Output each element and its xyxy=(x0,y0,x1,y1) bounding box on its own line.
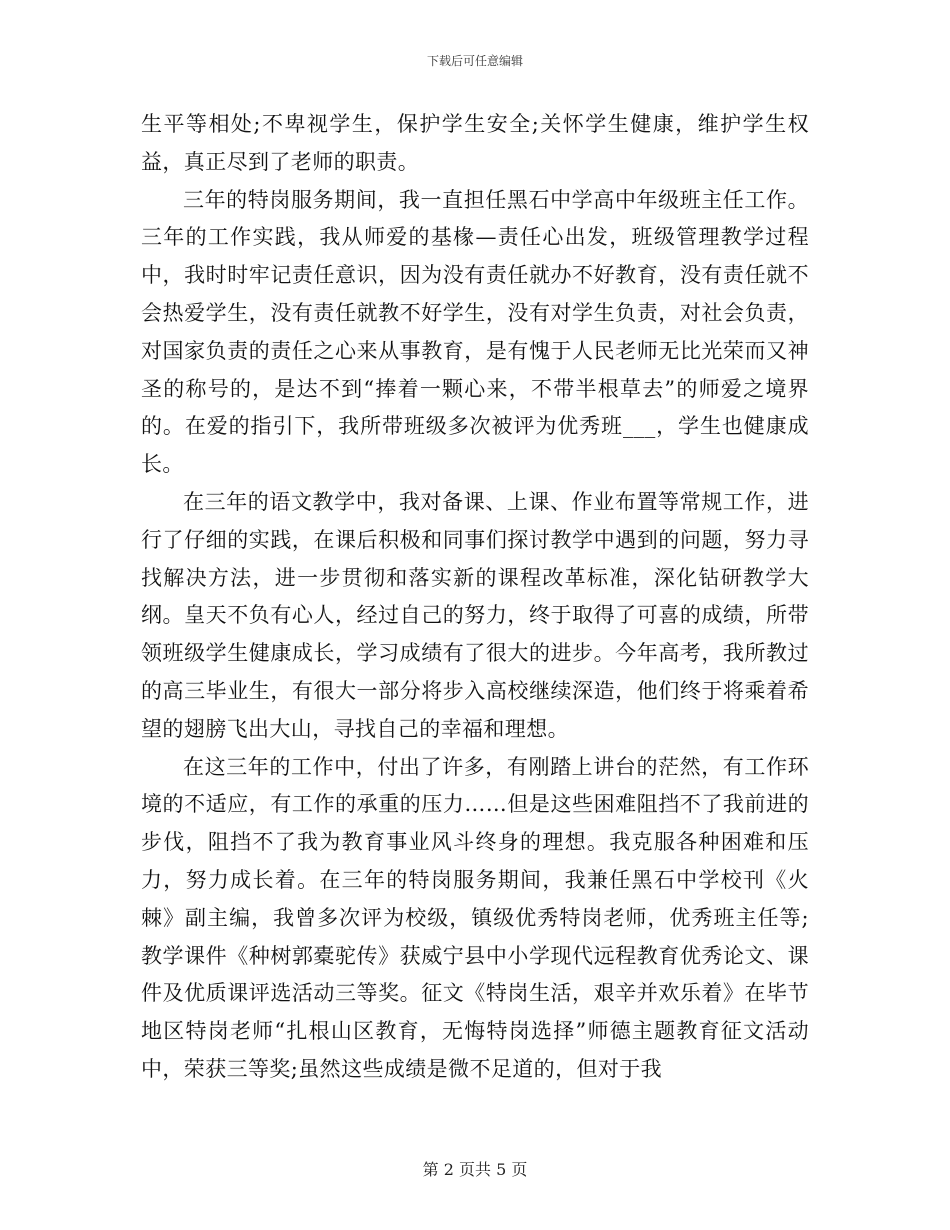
page-footer: 第 2 页共 5 页 xyxy=(422,1160,528,1179)
paragraph-achievements: 在这三年的工作中，付出了许多，有刚踏上讲台的茫然，有工作环境的不适应，有工作的承重的压力……但是这些困难阻挡不了我前进的步伐，阻挡不了我为教育事业风斗终身的理想。我克服各种困难和压力，努力成长着。在三年的特岗服务期间，我兼任黑石中学校刊《火棘》副主编，我曾多次评为校级，镇级优秀特岗老师，优秀班主任等;教学课件《种树郭橐驼传》获威宁县中小学现代远程教育优秀论文、课件及优质课评选活动三等奖。征文《特岗生活，艰辛并欢乐着》在毕节地区特岗老师“扎根山区教育，无悔特岗选择”师德主题教育征文活动中，荣获三等奖;虽然这些成绩是微不足道的，但对于我 xyxy=(141,754,809,1081)
document-body xyxy=(141,106,809,1089)
paragraph-continuation: 生平等相处;不卑视学生，保护学生安全;关怀学生健康，维护学生权益，真正尽到了老师的职责。 xyxy=(141,112,809,174)
paragraph-class-teacher: 三年的特岗服务期间，我一直担任黑石中学高中年级班主任工作。三年的工作实践，我从师爱的基椽—责任心出发，班级管理教学过程中，我时时牢记责任意识，因为没有责任就办不好教育，没有责任就不会热爱学生，没有责任就教不好学生，没有对学生负责，对社会负责，对国家负责的责任之心来从事教育，是有愧于人民老师无比光荣而又神圣的称号的，是达不到“捧着一颗心来，不带半根草去”的师爱之境界的。在爱的指引下，我所带班级多次被评为优秀班___，学生也健康成长。 xyxy=(141,187,809,477)
paragraph-chinese-teaching: 在三年的语文教学中，我对备课、上课、作业布置等常规工作，进行了仔细的实践，在课后积极和同事们探讨教学中遇到的问题，努力寻找解决方法，进一步贯彻和落实新的课程改革标准，深化钻研教学大纲。皇天不负有心人，经过自己的努力，终于取得了可喜的成绩，所带领班级学生健康成长，学习成绩有了很大的进步。今年高考，我所教过的高三毕业生，有很大一部分将步入高校继续深造，他们终于将乘着希望的翅膀飞出大山，寻找自己的幸福和理想。 xyxy=(141,489,809,741)
page-header: 下载后可任意编辑 xyxy=(426,54,523,68)
